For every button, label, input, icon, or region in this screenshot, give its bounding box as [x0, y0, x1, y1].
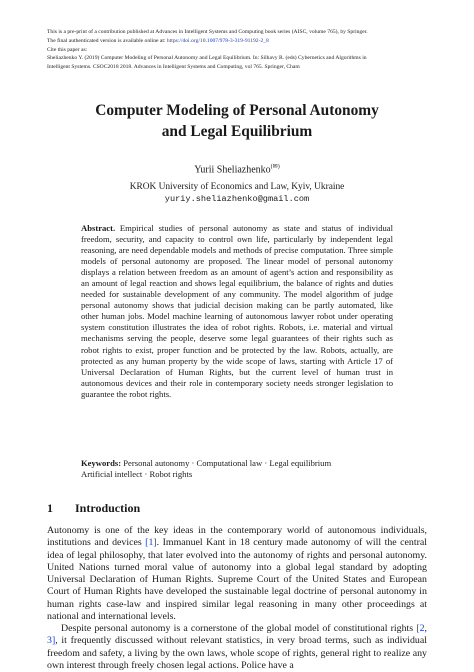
affiliation-org: KROK University of Economics and Law, Kyiv, Ukraine — [129, 182, 345, 192]
keywords-line-1: Personal autonomy · Computational law · Legal equilibrium — [123, 458, 332, 468]
citation-line-1: Sheliazhenko Y. (2019) Computer Modeling of Personal Autonomy and Legal Equilibrium. In: Silhavy R. (eds) Cybernetics and Algorithms in — [47, 55, 367, 62]
preprint-line-1: This is a pre-print of a contribution published at Advances in Intelligent Systems and Computing book series (AISC, volume 765), by Springer. — [47, 29, 368, 35]
section-title: Introduction — [75, 501, 141, 515]
paragraph-2: Despite personal autonomy is a cornerstone of the global model of constitutional rights [2, 3], it frequently discussed without relevant statistics, in very broad terms, such as individual freedom and safety, a living by the own laws, whole scope of rights, general right to realize any own interest through freely chosen legal actions. Police have a — [47, 623, 427, 671]
section-heading — [47, 501, 140, 516]
citation-line-2: Intelligent Systems. CSOC2018 2018. Advances in Intelligent Systems and Computing, vol 765. Springer, Cham — [47, 64, 300, 71]
paper-title-line-2: and Legal Equilibrium — [161, 123, 313, 140]
affiliation — [0, 181, 474, 205]
abstract-text: Empirical studies of personal autonomy as state and status of individual freedom, security, and capacity to control own life, particularly by independent legal reasoning, are need dependable models and methods of precise computation. Three simple models of personal autonomy are proposed. The linear model of personal autonomy displays a relation between freedom as an amount of agent’s action and responsibility as an amount of legal reaction and shows legal equilibrium, the balance of rights and duties needed for sustainable development of any community. The model algorithm of judge personal autonomy shows that judicial decision making can be partly automated, like other human jobs. Model machine learning of autonomous lawyer robot under operating system constitution illustrates the idea of robot rights. Robots, i.e. material and virtual mechanisms serving the people, deserve some legal guarantees of their rights such as robot rights to exist, proper function and be protected by the law. Robots, actually, are protected as any human property by the wide scope of laws, starting with Article 17 of Universal Declaration of Human Rights, but the current level of human trust in autonomous devices and their role in contemporary society needs stronger legislation to guarantee the robot rights. — [81, 223, 393, 399]
preprint-notice — [47, 28, 437, 72]
paper-title — [60, 100, 414, 142]
author — [0, 163, 474, 175]
paragraph-1: Autonomy is one of the key ideas in the contemporary world of autonomous individuals, institutions and devices [1]. Immanuel Kant in 18 century made autonomy of will the central idea of legal philosophy, that later evolved into the autonomy of rights and personal autonomy. United Nations turned moral value of autonomy into a global legal standard by adopting Universal Declaration of Human Rights. Supreme Court of the United States and European Court of Human Rights have developed the sustainable legal doctrine of personal autonomy in human rights case-law and inspired similar legal reasoning in many other proceedings at national and international levels. — [47, 525, 427, 622]
corresponding-author-mark: (✉) — [270, 164, 280, 170]
author-email[interactable]: yuriy.sheliazhenko@gmail.com — [164, 194, 310, 204]
preprint-line-3: Cite this paper as: — [47, 46, 88, 53]
author-name: Yurii Sheliazhenko — [194, 164, 271, 176]
citation-link[interactable]: 3] — [47, 635, 56, 647]
doi-link[interactable]: https://doi.org/10.1007/978-3-319-91192-2_8 — [166, 37, 269, 44]
body-text — [47, 525, 427, 672]
abstract — [81, 223, 393, 400]
paper-title-line-1: Computer Modeling of Personal Autonomy — [95, 102, 379, 119]
keywords-label: Keywords: — [81, 458, 122, 468]
preprint-line-2: The final authenticated version is available online at: https://doi.org/10.1007/978-3-319-91192-2_8 — [47, 37, 269, 44]
abstract-label: Abstract. — [81, 223, 116, 233]
keywords — [81, 458, 393, 480]
keywords-line-2: Artificial intellect · Robot rights — [81, 469, 193, 479]
citation-link[interactable]: [1] — [145, 537, 157, 549]
section-number: 1 — [47, 501, 53, 515]
citation-link[interactable]: [2 — [416, 623, 425, 634]
